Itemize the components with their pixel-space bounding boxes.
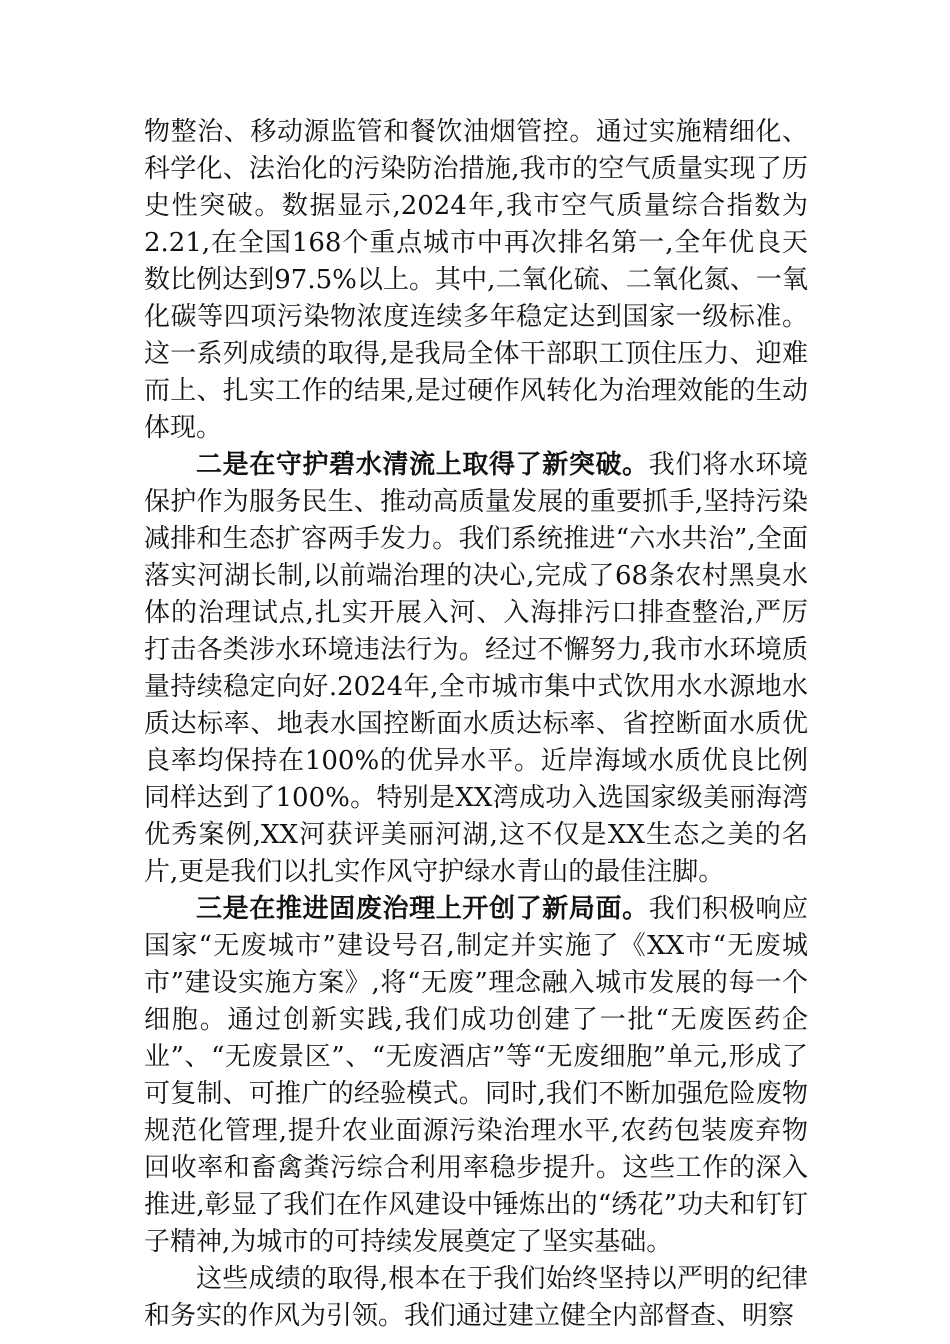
paragraph-air-quality [144, 114, 808, 447]
paragraph-water-protection [144, 447, 808, 891]
paragraph-text: 物整治、移动源监管和餐饮油烟管控。通过实施精细化、科学化、法治化的污染防治措施,我市的空气质量实现了历史性突破。数据显示,2024年,我市空气质量综合指数为2.21,在全国168个重点城市中再次排名第一,全年优良天数比例达到97.5%以上。其中,二氧化硫、二氧化氮、一氧化碳等四项污染物浓度连续多年稳定达到国家一级标准。这一系列成绩的取得,是我局全体干部职工顶住压力、迎难而上、扎实工作的结果,是过硬作风转化为治理效能的生动体现。 [144, 117, 808, 443]
paragraph-text: 我们将水环境保护作为服务民生、推动高质量发展的重要抓手,坚持污染减排和生态扩容两手发力。我们系统推进“六水共治”,全面落实河湖长制,以前端治理的决心,完成了68条农村黑臭水体的治理试点,扎实开展入河、入海排污口排查整治,严厉打击各类涉水环境违法行为。经过不懈努力,我市水环境质量持续稳定向好.2024年,全市城市集中式饮用水水源地水质达标率、地表水国控断面水质达标率、省控断面水质优良率均保持在100%的优异水平。近岸海域水质优良比例同样达到了100%。特别是XX湾成功入选国家级美丽海湾优秀案例,XX河获评美丽河湖,这不仅是XX生态之美的名片,更是我们以扎实作风守护绿水青山的最佳注脚。 [144, 450, 808, 887]
paragraph-text: 我们积极响应国家“无废城市”建设号召,制定并实施了《XX市“无废城市”建设实施方案》,将“无废”理念融入城市发展的每一个细胞。通过创新实践,我们成功创建了一批“无废医药企业”、“无废景区”、“无废酒店”等“无废细胞”单元,形成了可复制、可推广的经验模式。同时,我们不断加强危险废物规范化管理,提升农业面源污染治理水平,农药包装废弃物回收率和畜禽粪污综合利用率稳步提升。这些工作的深入推进,彰显了我们在作风建设中锤炼出的“绣花”功夫和钉钉子精神,为城市的可持续发展奠定了坚实基础。 [144, 894, 808, 1257]
paragraph-solid-waste [144, 891, 808, 1261]
paragraph-heading: 三是在推进固废治理上开创了新局面。 [196, 894, 649, 924]
document-body [144, 114, 808, 1335]
paragraph-heading: 二是在守护碧水清流上取得了新突破。 [196, 450, 649, 480]
paragraph-summary [144, 1261, 808, 1335]
paragraph-text: 这些成绩的取得,根本在于我们始终坚持以严明的纪律和务实的作风为引领。我们通过建立健全内部督查、明察 [144, 1264, 808, 1331]
